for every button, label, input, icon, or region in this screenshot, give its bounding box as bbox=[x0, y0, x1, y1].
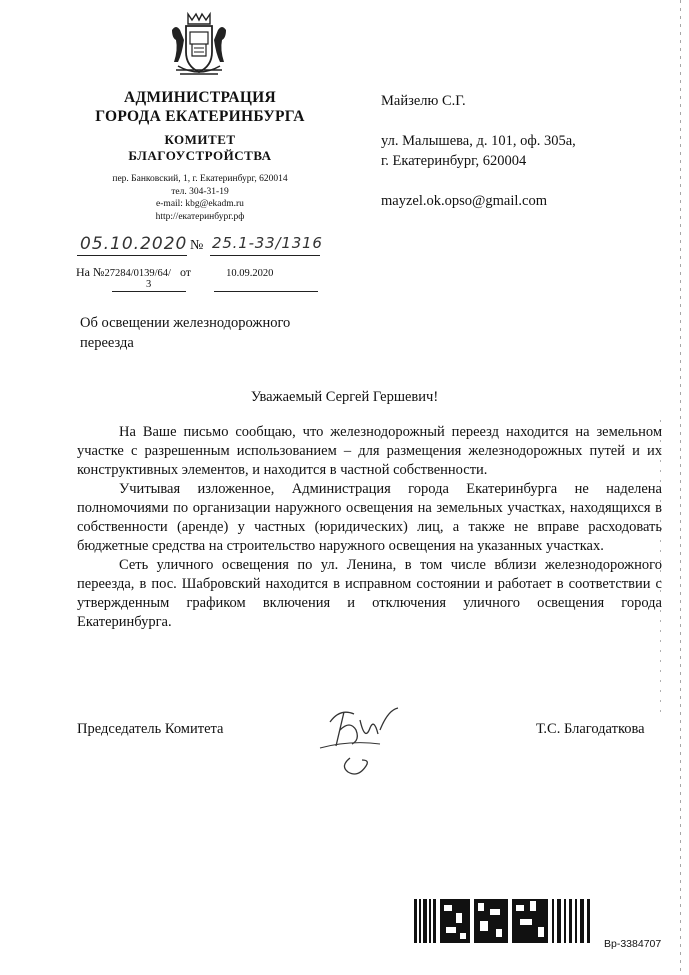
recipient-block bbox=[381, 91, 576, 211]
sender-contacts bbox=[80, 173, 320, 223]
recipient-address-line1: ул. Малышева, д. 101, оф. 305а, bbox=[381, 133, 576, 149]
number-underline bbox=[210, 255, 320, 256]
signatory-title: Председатель Комитета bbox=[77, 721, 224, 737]
reference-from-label: от bbox=[179, 265, 192, 279]
body-paragraph-2: Учитывая изложенное, Администрация города Екатеринбурга не наделена полномочиями по организации наружного освещения на земельных участках, находящихся в собственности (аренде) у частных (юридических) лиц, а также не вправе расходовать бюджетные средства на строительство наружного освещения на указанных участках. bbox=[77, 481, 662, 554]
reference-line bbox=[76, 265, 273, 280]
handwritten-number: 25.1-33/1316 bbox=[212, 234, 323, 252]
sender-email: e-mail: kbg@ekadm.ru bbox=[156, 199, 244, 209]
org-title-line2: ГОРОДА ЕКАТЕРИНБУРГА bbox=[95, 108, 305, 125]
letter-subject: Об освещении железнодорожного переезда bbox=[80, 315, 291, 351]
body-paragraph-1: На Ваше письмо сообщаю, что железнодорожный переезд находится на земельном участке с разрешенным использованием – для размещения железнодорожных путей и их конструктивных элементов, и находится в частной собственности. bbox=[77, 424, 662, 478]
sender-address: пер. Банковский, 1, г. Екатеринбург, 620014 bbox=[112, 174, 288, 184]
scan-edge-line bbox=[680, 0, 681, 975]
recipient-name: Майзелю С.Г. bbox=[381, 93, 466, 109]
reference-date: 10.09.2020 bbox=[226, 268, 274, 279]
org-title-line1: АДМИНИСТРАЦИЯ bbox=[123, 89, 277, 106]
letter-greeting: Уважаемый Сергей Гершевич! bbox=[250, 389, 439, 405]
committee-line1: КОМИТЕТ bbox=[164, 132, 236, 147]
document-barcode-icon bbox=[414, 899, 590, 943]
committee-line2: БЛАГОУСТРОЙСТВА bbox=[128, 148, 272, 163]
recipient-email: mayzel.ok.opso@gmail.com bbox=[381, 193, 547, 209]
handwritten-date: 05.10.2020 bbox=[80, 234, 188, 254]
reference-number-continuation: 3 bbox=[146, 279, 152, 290]
recipient-address-line2: г. Екатеринбург, 620004 bbox=[381, 153, 527, 169]
committee-title bbox=[100, 132, 300, 164]
date-underline bbox=[77, 255, 187, 256]
reference-number-underline bbox=[112, 291, 186, 292]
reference-label: На № bbox=[76, 265, 105, 279]
signatory-name: Т.С. Благодаткова bbox=[536, 721, 645, 737]
reference-date-underline bbox=[214, 291, 318, 292]
city-coat-of-arms-icon bbox=[166, 10, 232, 80]
sender-website: http://екатеринбург.рф bbox=[155, 211, 245, 222]
document-id: Вр-3384707 bbox=[604, 938, 662, 950]
number-sign: № bbox=[190, 238, 204, 253]
scan-edge-line-inner bbox=[660, 420, 661, 720]
organization-title bbox=[80, 88, 320, 126]
sender-phone: тел. 304-31-19 bbox=[171, 186, 229, 197]
handwritten-signature-icon bbox=[310, 700, 410, 780]
reference-number: 27284/0139/64/ bbox=[104, 268, 171, 279]
letter-body bbox=[77, 423, 662, 632]
body-paragraph-3: Сеть уличного освещения по ул. Ленина, в том числе вблизи железнодорожного переезда, в пос. Шабровский находится в исправном состоянии и работает в соответствии с утвержденным графиком включения и отключения уличного освещения города Екатеринбурга. bbox=[77, 557, 662, 630]
